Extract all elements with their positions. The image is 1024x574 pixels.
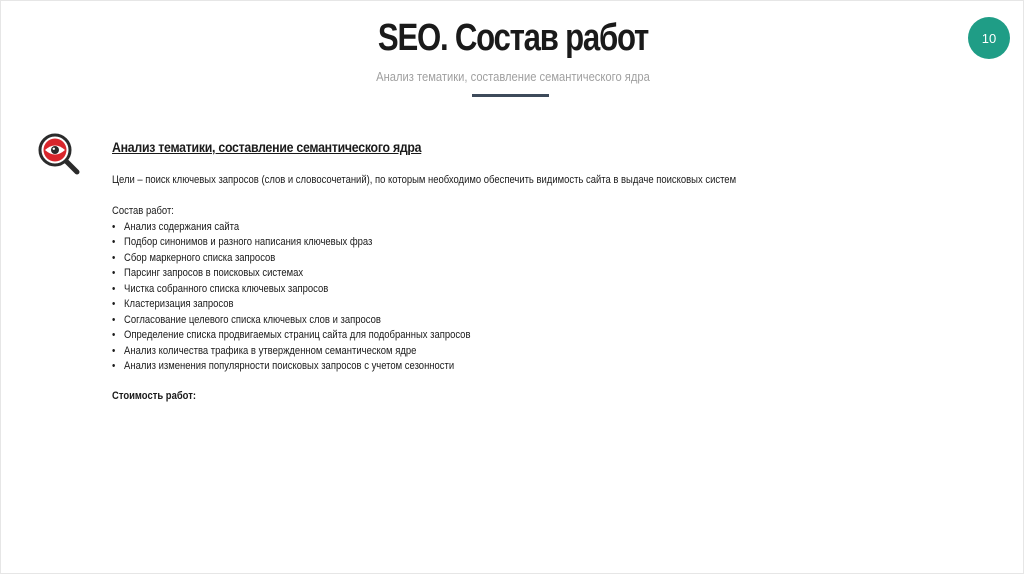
list-item: • Чистка собранного списка ключевых запросов	[112, 282, 869, 298]
list-item: • Согласование целевого списка ключевых слов и запросов	[112, 313, 869, 329]
list-item: • Анализ содержания сайта	[112, 220, 869, 236]
slide-subtitle: Анализ тематики, составление семантического ядра	[376, 69, 650, 84]
cost-label: Стоимость работ:	[112, 389, 197, 402]
list-item: • Сбор маркерного списка запросов	[112, 251, 869, 267]
content-block	[112, 139, 992, 402]
works-list	[112, 220, 869, 375]
list-item: • Анализ изменения популярности поисковых запросов с учетом сезонности	[112, 359, 869, 375]
magnifier-eye-icon	[37, 132, 83, 178]
slide-title: SEO. Состав работ	[377, 17, 649, 59]
list-item: • Кластеризация запросов	[112, 297, 869, 313]
page-number-badge	[968, 17, 1010, 59]
list-item: • Подбор синонимов и разного написания ключевых фраз	[112, 235, 869, 251]
list-item: • Парсинг запросов в поисковых системах	[112, 266, 869, 282]
list-item: • Анализ количества трафика в утвержденном семантическом ядре	[112, 344, 869, 360]
goal-text: Цели – поиск ключевых запросов (слов и словосочетаний), по которым необходимо обеспечить видимость сайта в выдаче поисковых систем	[112, 174, 737, 186]
page-number: 10	[981, 30, 997, 46]
section-heading: Анализ тематики, составление семантического ядра	[112, 139, 422, 155]
title-divider	[472, 94, 549, 97]
list-item: • Определение списка продвигаемых страниц сайта для подобранных запросов	[112, 328, 869, 344]
works-label: Состав работ:	[112, 205, 174, 217]
